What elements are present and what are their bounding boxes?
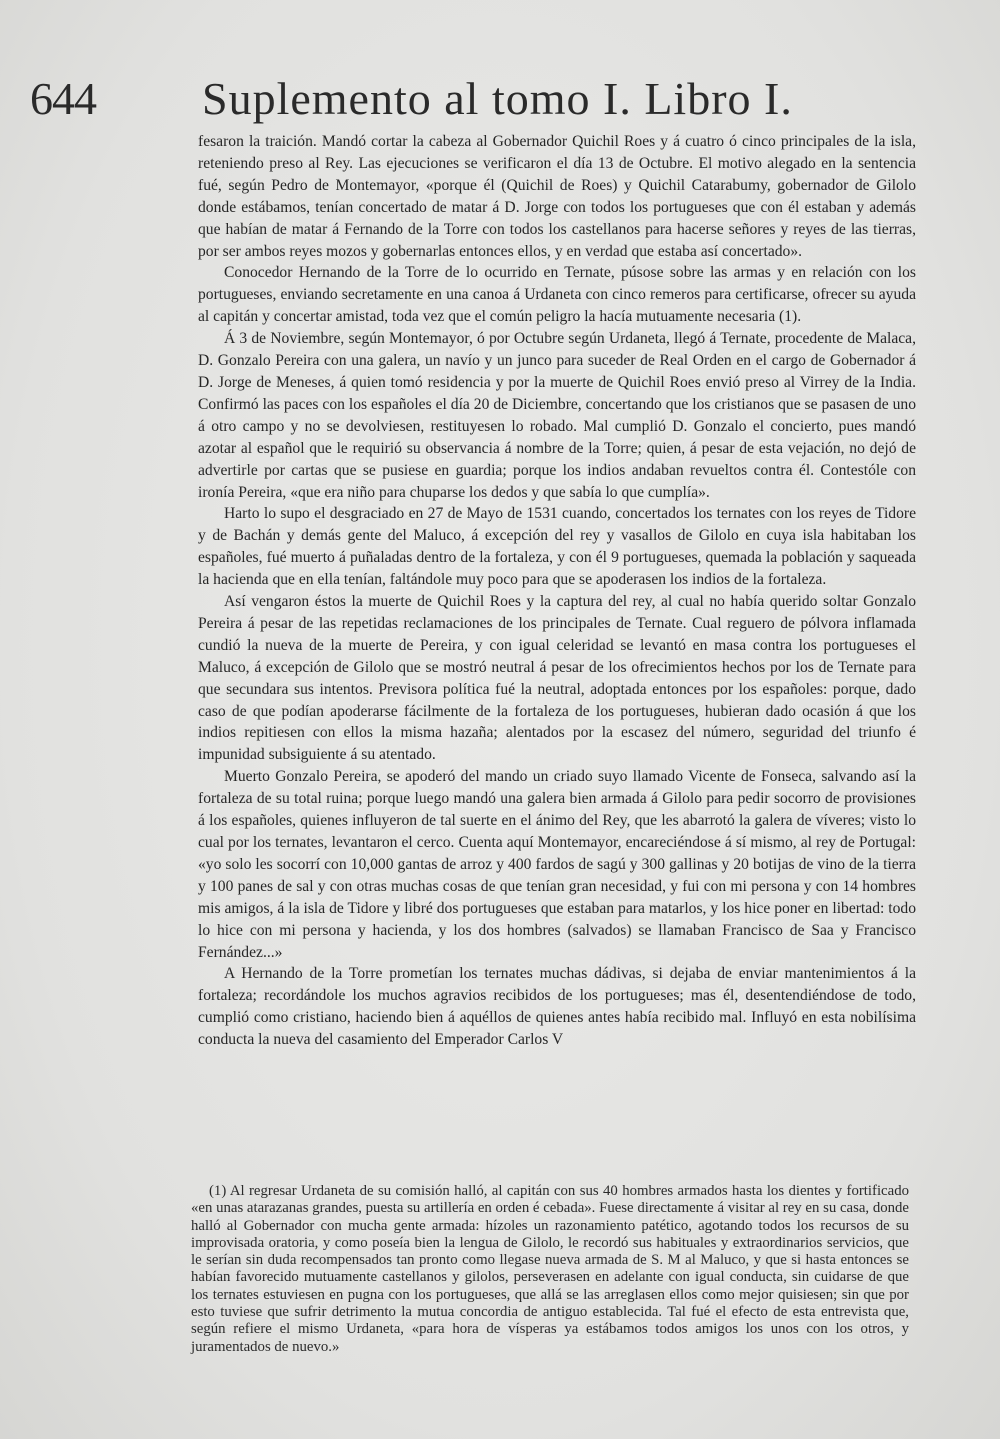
body-paragraph: Harto lo supo el desgraciado en 27 de Mayo de 1531 cuando, concertados los ternates con los reyes de Tidore y de Bachán y demás gente del Maluco, á excepción del rey y vasallos de Gilolo en cuya isla habitaban los españoles, fué muerto á puñaladas dentro de la fortaleza, y con él 9 portugueses, quemada la población y saqueada la hacienda que en ella tenían, faltándole muy poco para que se apoderasen los indios de la fortaleza. — [198, 505, 916, 589]
footnotes — [191, 1183, 909, 1356]
body-paragraph: Muerto Gonzalo Pereira, se apoderó del mando un criado suyo llamado Vicente de Fonseca, salvando así la fortaleza de su total ruina; porque luego mandó una galera bien armada á Gilolo para pedir socorro de provisiones á los españoles, quienes influyeron de tal suerte en el ánimo del Rey, que les abarrotó la galera de víveres; visto lo cual por los ternates, levantaron el cerco. Cuenta aquí Montemayor, encareciéndose á sí mismo, al rey de Portugal: «yo solo les socorrí con 10,000 gantas de arroz y 400 fardos de sagú y 300 gallinas y 20 botijas de vino de la tierra y 100 panes de sal y con otras muchas cosas de que tenían gran necesidad, y fui con mi persona y con 14 hombres mis amigos, á la isla de Tidore y libré dos portugueses que estaban para matarlos, y los hice poner en libertad: todo lo hice con mi persona y hacienda, y los dos hombres (salvados) se llamaban Francisco de Saa y Francisco Fernández...» — [198, 768, 916, 961]
page-number: 644 — [30, 73, 96, 124]
body-paragraph: A Hernando de la Torre prometían los ternates muchas dádivas, si dejaba de enviar mantenimientos á la fortaleza; recordándole los muchos agravios recibidos de los portugueses; mas él, desentendiéndose de todo, cumplió como cristiano, haciendo bien á aquéllos de quienes antes había recibido mal. Influyó en esta nobilísima conducta la nueva del casamiento del Emperador Carlos V — [198, 965, 916, 1049]
body-text — [198, 131, 916, 1051]
body-paragraph: Así vengaron éstos la muerte de Quichil Roes y la captura del rey, al cual no había querido soltar Gonzalo Pereira á pesar de las repetidas reclamaciones de los principales de Ternate. Cual reguero de pólvora inflamada cundió la nueva de la muerte de Pereira, y con igual celeridad se levantó en masa contra los portugueses el Maluco, á excepción de Gilolo que se mostró neutral á pesar de los ofrecimientos hechos por los de Ternate para que secundara sus intentos. Previsora política fué la neutral, adoptada entonces por los españoles: porque, dado caso de que podían apoderarse fácilmente de la fortaleza de los portugueses, hubieran dado ocasión á que los indios repitiesen con ellos la misma hazaña; alentados por la escasez del número, seguridad del triunfo é impunidad subsiguiente á su atentado. — [198, 593, 916, 764]
body-paragraph: fesaron la traición. Mandó cortar la cabeza al Gobernador Quichil Roes y á cuatro ó cinco principales de la isla, reteniendo preso al Rey. Las ejecuciones se verificaron el día 13 de Octubre. El motivo alegado en la sentencia fué, según Pedro de Montemayor, «porque él (Quichil de Roes) y Quichil Catarabumy, gobernador de Gilolo donde estábamos, tenían concertado de matar á D. Jorge con todos los portugueses que con él estaban y además que habían de matar á Fernando de la Torre con todos los castellanos para hacerse señores y reyes de las tierras, por ser ambos reyes mozos y gobernarlas entonces ellos, y en verdad que estaba así concertado». — [198, 133, 916, 260]
body-paragraph: Conocedor Hernando de la Torre de lo ocurrido en Ternate, púsose sobre las armas y en relación con los portugueses, enviando secretamente en una canoa á Urdaneta con cinco remeros para certificarse, ofrecer su ayuda al capitán y concertar amistad, toda vez que el común peligro la hacía mutuamente necesaria (1). — [198, 264, 916, 326]
running-title: Suplemento al tomo I. Libro I. — [202, 73, 793, 124]
footnote: (1) Al regresar Urdaneta de su comisión halló, al capitán con sus 40 hombres armados hasta los dientes y fortificado «en unas atarazanas grandes, puesta su artillería en orden é cebada». Fuese directamente á visitar al rey en su casa, donde halló al Gobernador con mucha gente armada: hízoles un razonamiento patético, agotando todos los recursos de su improvisada oratoria, y como poseía bien la lengua de Gilolo, le recordó sus habituales y extraordinarios servicios, que le serían sin duda recompensados tan pronto como llegase nueva armada de S. M al Maluco, y que si hasta entonces se habían favorecido mutuamente castellanos y gilolos, perseverasen en adelante con igual conducta, sin cuidarse de que los ternates estuviesen en pugna con los portugueses, que allá se las arreglasen ellos como mejor quisiesen; sin que por esto tuviese que sufrir detrimento la mutua concordia de antiguo establecida. Tal fué el efecto de esta entrevista que, según refiere el mismo Urdaneta, «para hora de vísperas ya estábamos todos amigos los unos con los otros, y juramentados de nuevo.» — [191, 1183, 909, 1355]
body-paragraph: Á 3 de Noviembre, según Montemayor, ó por Octubre según Urdaneta, llegó á Ternate, procedente de Malaca, D. Gonzalo Pereira con una galera, un navío y un junco para suceder de Real Orden en el cargo de Gobernador á D. Jorge de Meneses, á quien tomó residencia y por la muerte de Quichil Roes envió preso al Virrey de la India. Confirmó las paces con los españoles el día 20 de Diciembre, concertando que los cristianos que se pasasen de uno á otro campo y no se devolviesen, restituyesen lo robado. Mal cumplió D. Gonzalo el concierto, pues mandó azotar al español que le requirió su observancia á nombre de la Torre; quien, á pesar de esta vejación, no dejó de advertirle por cartas que se pusiese en guardia; porque los indios andaban revueltos contra él. Contestóle con ironía Pereira, «que era niño para chuparse los dedos y que sabía lo que cumplía». — [198, 330, 916, 501]
